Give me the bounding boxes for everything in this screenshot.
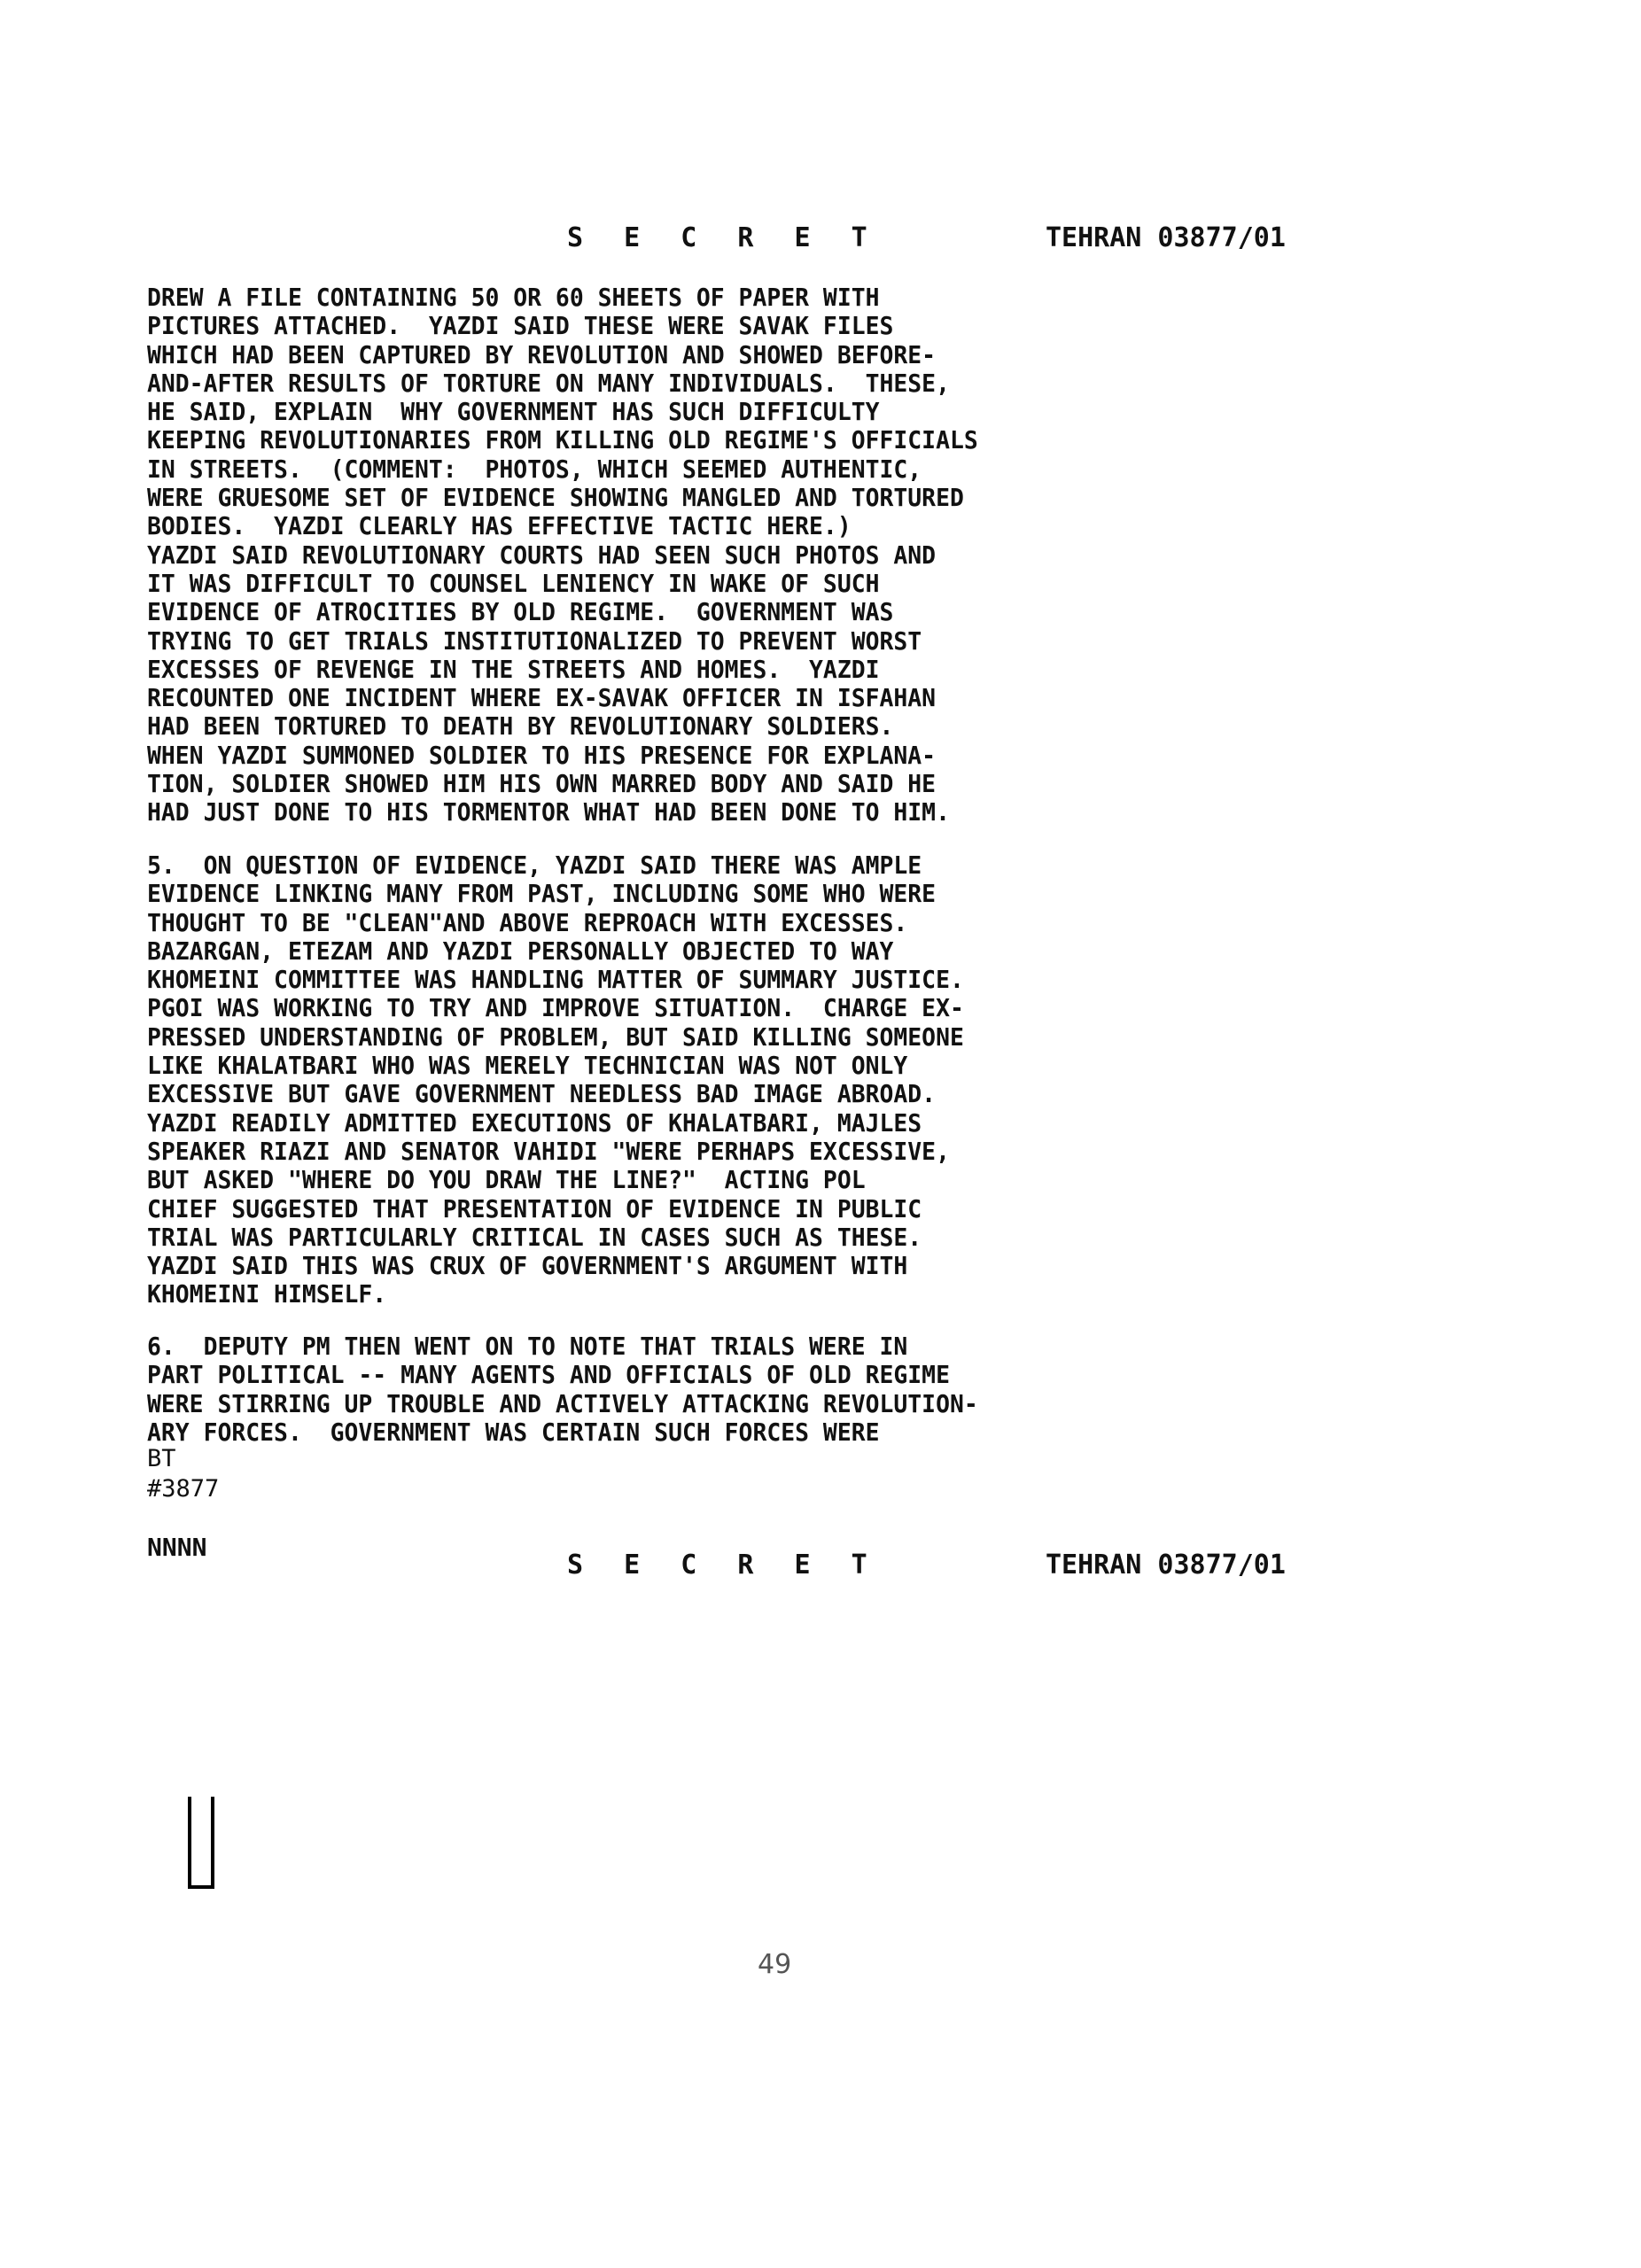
message-number: #3877: [147, 1475, 220, 1503]
page-number: 49: [758, 1949, 792, 1980]
footer-classification: S E C R E T: [567, 1550, 880, 1581]
paragraph-5: 5. ON QUESTION OF EVIDENCE, YAZDI SAID THERE WAS AMPLE EVIDENCE LINKING MANY FROM PAST, INCLUDING SOME WHO WERE THOUGHT TO BE "CLEAN"AND ABOVE REPROACH WITH EXCESSES. BAZARGAN, ETEZAM AND YAZDI PERSONALLY OBJECTED TO WAY KHOMEINI COMMITTEE WAS HANDLING MATTER OF SUMMARY JUSTICE. PGOI WAS WORKING TO TRY AND IMPROVE SITUATION. CHARGE EX- PRESSED UNDERSTANDING OF PROBLEM, BUT SAID KILLING SOMEONE LIKE KHALATBARI WHO WAS MERELY TECHNICIAN WAS NOT ONLY EXCESSIVE BUT GAVE GOVERNMENT NEEDLESS BAD IMAGE ABROAD. YAZDI READILY ADMITTED EXECUTIONS OF KHALATBARI, MAJLES SPEAKER RIAZI AND SENATOR VAHIDI "WERE PERHAPS EXCESSIVE, BUT ASKED "WHERE DO YOU DRAW THE LINE?" ACTING POL CHIEF SUGGESTED THAT PRESENTATION OF EVIDENCE IN PUBLIC TRIAL WAS PARTICULARLY CRITICAL IN CASES SUCH AS THESE. YAZDI SAID THIS WAS CRUX OF GOVERNMENT'S ARGUMENT WITH KHOMEINI HIMSELF.: [147, 851, 964, 1309]
paragraph-continuation: DREW A FILE CONTAINING 50 OR 60 SHEETS OF PAPER WITH PICTURES ATTACHED. YAZDI SAID THESE WERE SAVAK FILES WHICH HAD BEEN CAPTURED BY REVOLUTION AND SHOWED BEFORE- AND-AFTER RESULTS OF TORTURE ON MANY INDIVIDUALS. THESE, HE SAID, EXPLAIN WHY GOVERNMENT HAS SUCH DIFFICULTY KEEPING REVOLUTIONARIES FROM KILLING OLD REGIME'S OFFICIALS IN STREETS. (COMMENT: PHOTOS, WHICH SEEMED AUTHENTIC, WERE GRUESOME SET OF EVIDENCE SHOWING MANGLED AND TORTURED BODIES. YAZDI CLEARLY HAS EFFECTIVE TACTIC HERE.) YAZDI SAID REVOLUTIONARY COURTS HAD SEEN SUCH PHOTOS AND IT WAS DIFFICULT TO COUNSEL LENIENCY IN WAKE OF SUCH EVIDENCE OF ATROCITIES BY OLD REGIME. GOVERNMENT WAS TRYING TO GET TRIALS INSTITUTIONALIZED TO PREVENT WORST EXCESSES OF REVENGE IN THE STREETS AND HOMES. YAZDI RECOUNTED ONE INCIDENT WHERE EX-SAVAK OFFICER IN ISFAHAN HAD BEEN TORTURED TO DEATH BY REVOLUTIONARY SOLDIERS. WHEN YAZDI SUMMONED SOLDIER TO HIS PRESENCE FOR EXPLANA- TION, SOLDIER SHOWED HIM HIS OWN MARRED BODY AND SAID HE HAD JUST DONE TO HIS TORMENTOR WHAT HAD BEEN DONE TO HIM.: [147, 284, 978, 827]
end-marker: NNNN: [147, 1533, 207, 1562]
footer-reference: TEHRAN 03877/01: [1046, 1550, 1286, 1581]
bracket-mark: [188, 1797, 214, 1889]
header-reference: TEHRAN 03877/01: [1046, 222, 1286, 253]
paragraph-6: 6. DEPUTY PM THEN WENT ON TO NOTE THAT TRIALS WERE IN PART POLITICAL -- MANY AGENTS AND OFFICIALS OF OLD REGIME WERE STIRRING UP TROUBLE AND ACTIVELY ATTACKING REVOLUTION- ARY FORCES. GOVERNMENT WAS CERTAIN SUCH FORCES WERE: [147, 1332, 978, 1447]
bt-marker: BT: [147, 1445, 176, 1472]
header-classification: S E C R E T: [567, 222, 880, 253]
